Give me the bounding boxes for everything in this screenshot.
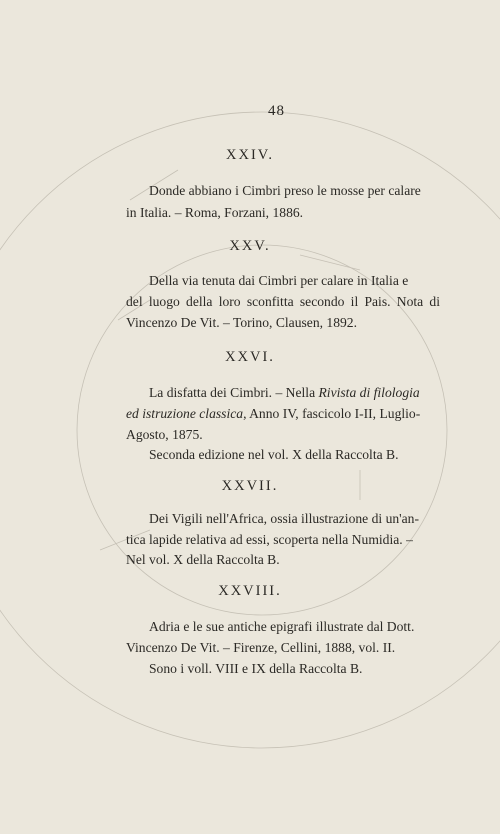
entry-xxiv-line-1: Donde abbiano i Cimbri preso le mosse per calare	[149, 183, 421, 198]
entry-xxviii-line-1: Adria e le sue antiche epigrafi illustrate dal Dott.	[149, 619, 415, 634]
section-heading-xxvii: XXVII.	[221, 478, 279, 494]
page-number: 48	[268, 103, 285, 119]
section-heading-xxviii: XXVIII.	[218, 583, 282, 599]
entry-xxvi-line-4: Seconda edizione nel vol. X della Raccolta B.	[149, 447, 399, 462]
entry-xxvi-line-2	[126, 406, 420, 422]
entry-xxviii-line-2: Vincenzo De Vit. – Firenze, Cellini, 1888, vol. II.	[126, 640, 396, 655]
entry-xxiv-line-2: in Italia. – Roma, Forzani, 1886.	[126, 205, 304, 220]
entry-xxvi-line-3: Agosto, 1875.	[126, 427, 203, 442]
entry-xxvii-line-2: tica lapide relativa ad essi, scoperta nella Numidia. –	[126, 532, 413, 547]
entry-xxv-line-2: del luogo della loro sconfitta secondo il Pais. Nota di	[126, 294, 440, 309]
entry-xxvii-line-3: Nel vol. X della Raccolta B.	[126, 552, 280, 567]
entry-xxvii-line-1: Dei Vigili nell'Africa, ossia illustrazione di un'an-	[149, 511, 419, 526]
entry-xxv-line-3: Vincenzo De Vit. – Torino, Clausen, 1892.	[126, 315, 357, 330]
section-heading-xxv: XXV.	[229, 238, 271, 254]
entry-xxvi-line-1-text: La disfatta dei Cimbri. – Nella	[149, 385, 319, 400]
section-heading-xxvi: XXVI.	[225, 349, 275, 365]
entry-xxv-line-1: Della via tenuta dai Cimbri per calare in Italia e	[149, 273, 409, 288]
journal-title-cont: ed istruzione classica	[126, 406, 244, 421]
journal-title: Rivista di filologia	[318, 385, 420, 400]
entry-xxvi-line-2-text: , Anno IV, fascicolo I-II, Luglio-	[243, 406, 421, 421]
entry-xxvi-line-1	[149, 385, 420, 401]
entry-xxviii-line-3: Sono i voll. VIII e IX della Raccolta B.	[149, 661, 363, 676]
section-heading-xxiv: XXIV.	[226, 147, 274, 163]
